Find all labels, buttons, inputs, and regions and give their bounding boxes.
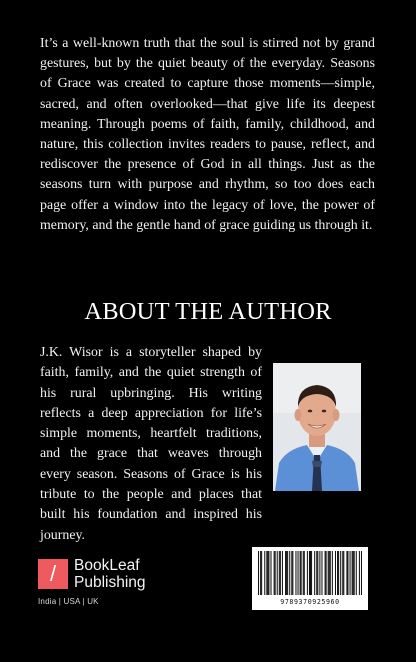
publisher-name-line2: Publishing xyxy=(74,574,146,591)
isbn-number: 9789370925960 xyxy=(280,598,340,606)
publisher-regions: India | USA | UK xyxy=(38,597,99,606)
publisher-name-line1: BookLeaf xyxy=(74,557,140,574)
publisher-name xyxy=(74,557,146,591)
slash-logo-icon: / xyxy=(38,559,68,589)
barcode-icon xyxy=(252,547,368,597)
author-photo xyxy=(273,363,361,491)
isbn-barcode xyxy=(252,547,368,610)
book-blurb: It’s a well-known truth that the soul is stirred not by grand gestures, but by the quiet beauty of the everyday. Seasons of Grace was created to capture those moments—simple, sacred, and often overlooked—that give life its deepest meaning. Through poems of faith, family, childhood, and nature, this collection invites readers to pause, reflect, and rediscover the presence of God in all things. Just as the seasons turn with purpose and rhythm, so too does each page offer a window into the legacy of love, the power of memory, and the gentle hand of grace guiding us through it. xyxy=(40,36,375,233)
author-portrait-icon xyxy=(273,363,361,491)
about-author-heading: ABOUT THE AUTHOR xyxy=(84,298,332,325)
publisher-logo xyxy=(38,558,168,608)
author-bio: J.K. Wisor is a storyteller shaped by faith, family, and the quiet strength of his rural upbringing. His writing reflects a deep appreciation for life’s simple moments, heartfelt traditions, and the grace that weaves through every season. Seasons of Grace is his tribute to the people and places that built his foundation and inspired his journey. xyxy=(40,345,262,543)
